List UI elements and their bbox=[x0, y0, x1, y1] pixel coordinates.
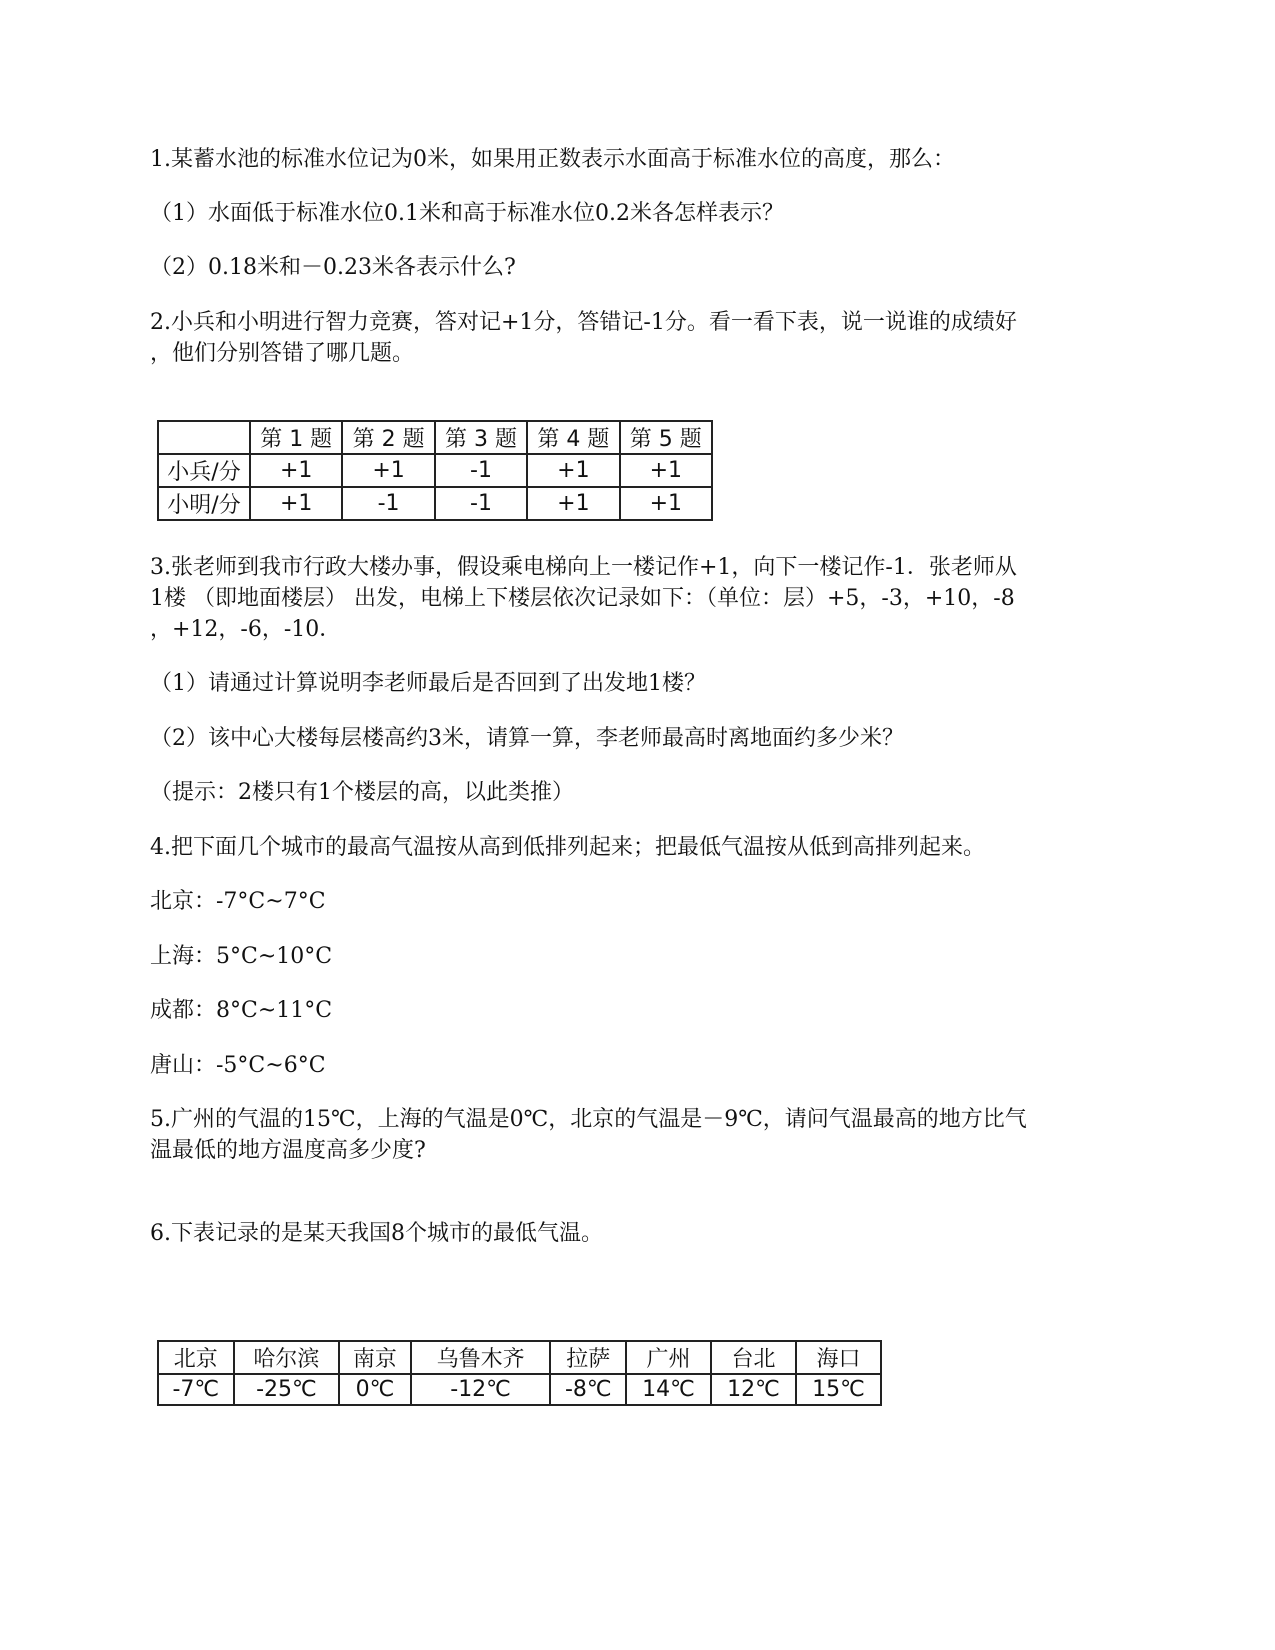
city-name-cell: 拉萨 bbox=[550, 1341, 626, 1374]
q5-line1: 5.广州的气温的15℃，上海的气温是0℃，北京的气温是－9℃，请问气温最高的地方比气 bbox=[150, 1107, 1027, 1132]
header-cell: 第 1 题 bbox=[250, 421, 342, 454]
temperature-cell: -7℃ bbox=[158, 1374, 234, 1405]
city-name-cell: 哈尔滨 bbox=[234, 1341, 340, 1374]
temperature-cell: 14℃ bbox=[626, 1374, 711, 1405]
city-temp-shanghai: 上海：5°C~10°C bbox=[150, 944, 333, 969]
q3-sub1: （1）请通过计算说明李老师最后是否回到了出发地1楼？ bbox=[150, 671, 706, 696]
city-temp-beijing: 北京：-7°C~7°C bbox=[150, 889, 326, 914]
table-row bbox=[158, 1374, 881, 1405]
q1-sub2: （2）0.18米和－0.23米各表示什么? bbox=[150, 255, 516, 280]
header-cell: 第 3 题 bbox=[435, 421, 527, 454]
city-temp-tangshan: 唐山：-5°C~6°C bbox=[150, 1053, 326, 1078]
city-name-cell: 北京 bbox=[158, 1341, 234, 1374]
temperature-cell: 15℃ bbox=[796, 1374, 881, 1405]
row-label: 小明/分 bbox=[158, 487, 250, 520]
table-row bbox=[158, 487, 712, 520]
temperature-cell: 12℃ bbox=[711, 1374, 796, 1405]
score-cell: +1 bbox=[620, 454, 712, 487]
score-cell: +1 bbox=[250, 487, 342, 520]
q3-hint: （提示：2楼只有1个楼层的高，以此类推） bbox=[150, 780, 574, 805]
q3-line1: 3.张老师到我市行政大楼办事，假设乘电梯向上一楼记作+1，向下一楼记作-1．张老师从 bbox=[150, 555, 1017, 580]
city-name-cell: 海口 bbox=[796, 1341, 881, 1374]
score-table-header bbox=[158, 421, 712, 454]
q3-line3: ，+12，-6，-10． bbox=[150, 617, 342, 642]
score-cell: -1 bbox=[435, 487, 527, 520]
q3-line2: 1楼 （即地面楼层） 出发，电梯上下楼层依次记录如下：（单位：层）+5，-3，+10，-8 bbox=[150, 586, 1015, 611]
score-cell: -1 bbox=[342, 487, 434, 520]
q5-line2: 温最低的地方温度高多少度? bbox=[150, 1138, 426, 1163]
q1-sub1: （1）水面低于标准水位0.1米和高于标准水位0.2米各怎样表示？ bbox=[150, 201, 784, 226]
q2-line1: 2.小兵和小明进行智力竞赛，答对记+1分，答错记-1分。看一看下表，说一说谁的成绩好 bbox=[150, 310, 1017, 335]
temperature-table-header bbox=[158, 1341, 881, 1374]
score-cell: +1 bbox=[342, 454, 434, 487]
q1-text: 1.某蓄水池的标准水位记为0米，如果用正数表示水面高于标准水位的高度，那么： bbox=[150, 147, 955, 172]
city-name-cell: 台北 bbox=[711, 1341, 796, 1374]
q3-sub2: （2）该中心大楼每层楼高约3米，请算一算，李老师最高时离地面约多少米？ bbox=[150, 726, 904, 751]
table-row bbox=[158, 454, 712, 487]
temperature-table bbox=[157, 1340, 882, 1406]
score-cell: -1 bbox=[435, 454, 527, 487]
temperature-cell: -25℃ bbox=[234, 1374, 340, 1405]
temperature-cell: 0℃ bbox=[339, 1374, 410, 1405]
header-cell: 第 5 题 bbox=[620, 421, 712, 454]
score-cell: +1 bbox=[527, 454, 619, 487]
row-label: 小兵/分 bbox=[158, 454, 250, 487]
score-table bbox=[157, 420, 713, 521]
city-name-cell: 乌鲁木齐 bbox=[411, 1341, 551, 1374]
q4-text: 4.把下面几个城市的最高气温按从高到低排列起来；把最低气温按从低到高排列起来。 bbox=[150, 835, 985, 860]
city-temp-chengdu: 成都：8°C~11°C bbox=[150, 998, 333, 1023]
temperature-cell: -8℃ bbox=[550, 1374, 626, 1405]
temperature-cell: -12℃ bbox=[411, 1374, 551, 1405]
q2-line2: ，他们分别答错了哪几题。 bbox=[150, 341, 415, 366]
header-cell: 第 2 题 bbox=[342, 421, 434, 454]
score-cell: +1 bbox=[527, 487, 619, 520]
city-name-cell: 广州 bbox=[626, 1341, 711, 1374]
score-cell: +1 bbox=[250, 454, 342, 487]
q6-text: 6.下表记录的是某天我国8个城市的最低气温。 bbox=[150, 1221, 603, 1246]
city-name-cell: 南京 bbox=[339, 1341, 410, 1374]
header-cell bbox=[158, 421, 250, 454]
score-cell: +1 bbox=[620, 487, 712, 520]
header-cell: 第 4 题 bbox=[527, 421, 619, 454]
